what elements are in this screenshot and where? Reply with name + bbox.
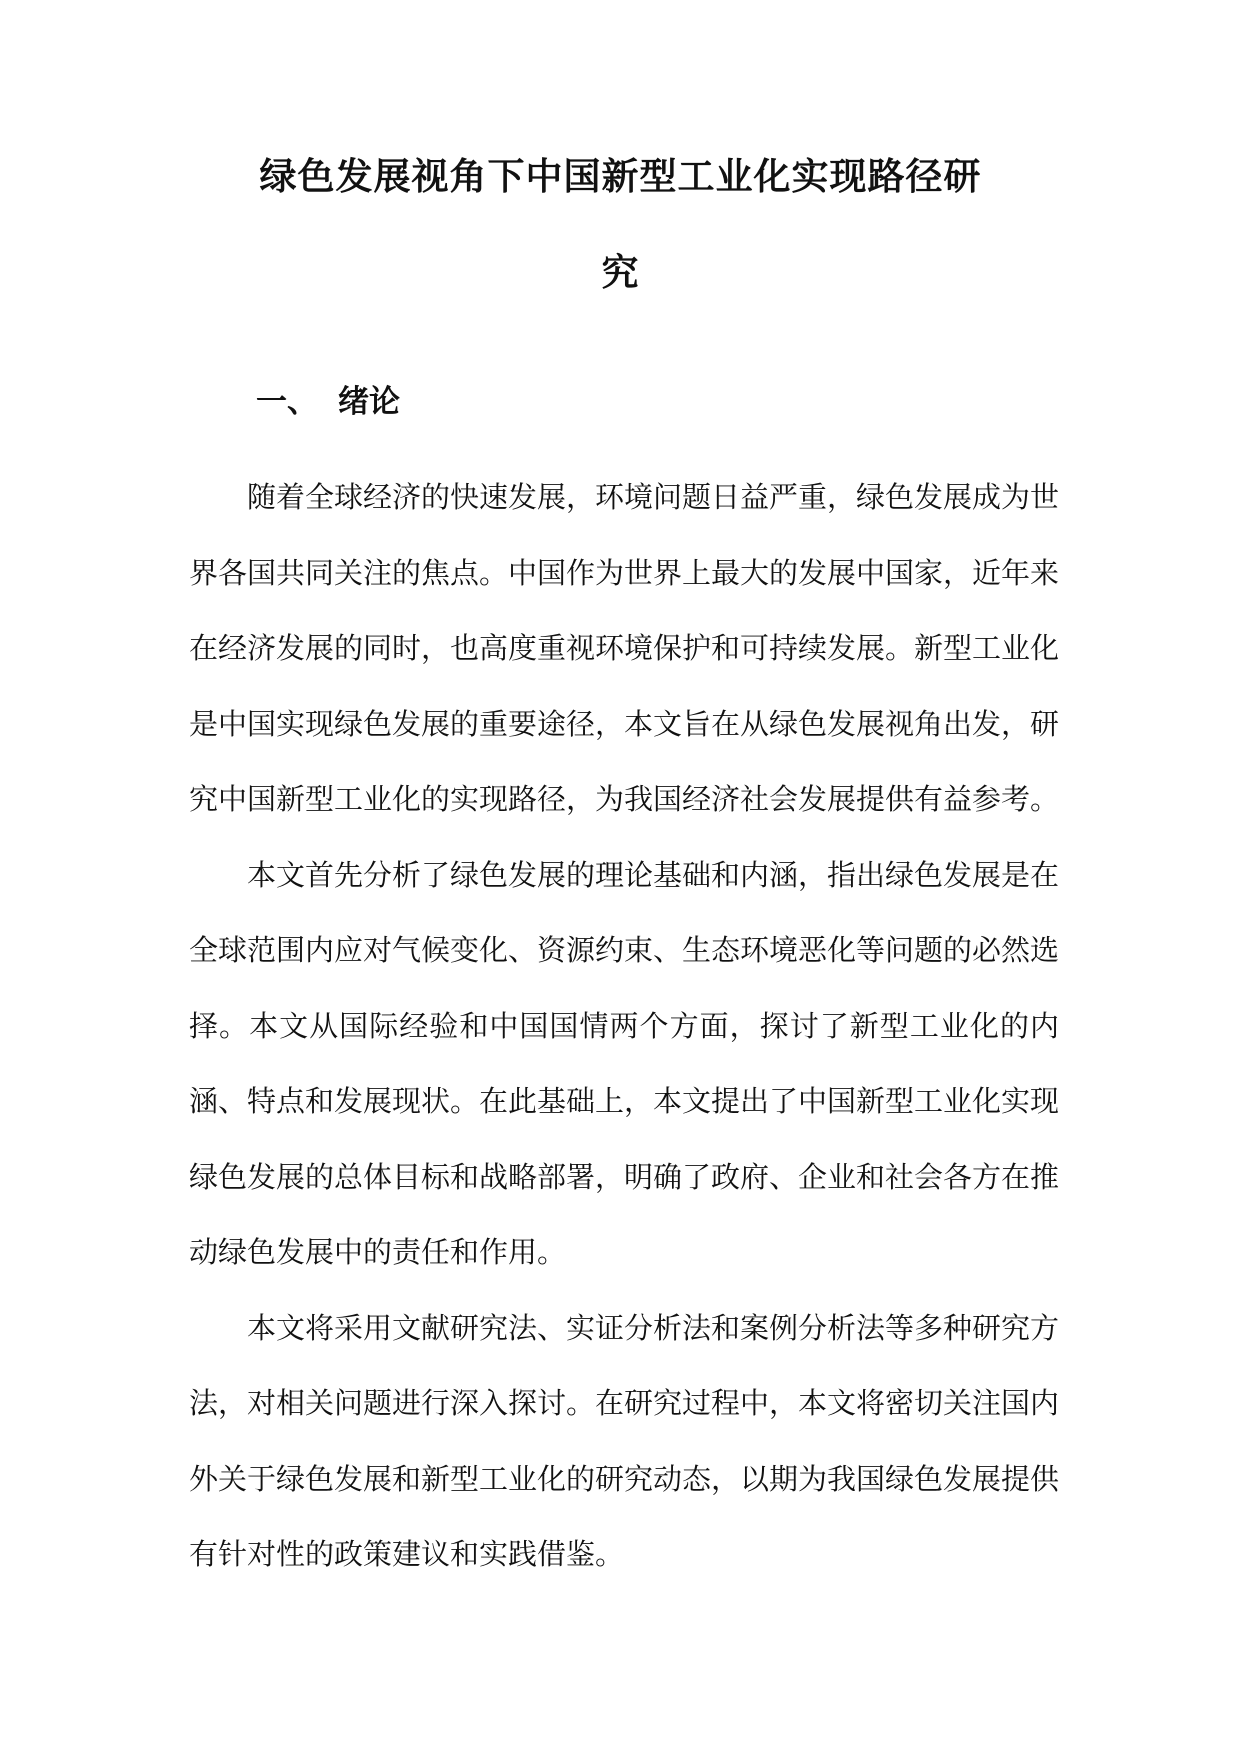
paragraph-2: 本文首先分析了绿色发展的理论基础和内涵，指出绿色发展是在全球范围内应对气候变化、资源约束、生态环境恶化等问题的必然选择。本文从国际经验和中国国情两个方面，探讨了新型工业化的内涵、特点和发展现状。在此基础上，本文提出了中国新型工业化实现绿色发展的总体目标和战略部署，明确了政府、企业和社会各方在推动绿色发展中的责任和作用。 [189, 857, 1060, 1269]
document-title-line-1: 绿色发展视角下中国新型工业化实现路径研 [259, 154, 982, 198]
paragraph-1: 随着全球经济的快速发展，环境问题日益严重，绿色发展成为世界各国共同关注的焦点。中国作为世界上最大的发展中国家，近年来在经济发展的同时，也高度重视环境保护和可持续发展。新型工业化是中国实现绿色发展的重要途径，本文旨在从绿色发展视角出发，研究中国新型工业化的实现路径，为我国经济社会发展提供有益参考。 [189, 480, 1060, 816]
section-title: 绪论 [338, 384, 400, 420]
paragraph-3: 本文将采用文献研究法、实证分析法和案例分析法等多种研究方法，对相关问题进行深入探讨。在研究过程中，本文将密切关注国内外关于绿色发展和新型工业化的研究动态，以期为我国绿色发展提供有针对性的政策建议和实践借鉴。 [189, 1310, 1060, 1571]
document-title-line-2: 究 [601, 250, 640, 294]
section-number: 一、 [256, 384, 318, 420]
body-text [189, 460, 1059, 1593]
section-heading [256, 378, 400, 426]
